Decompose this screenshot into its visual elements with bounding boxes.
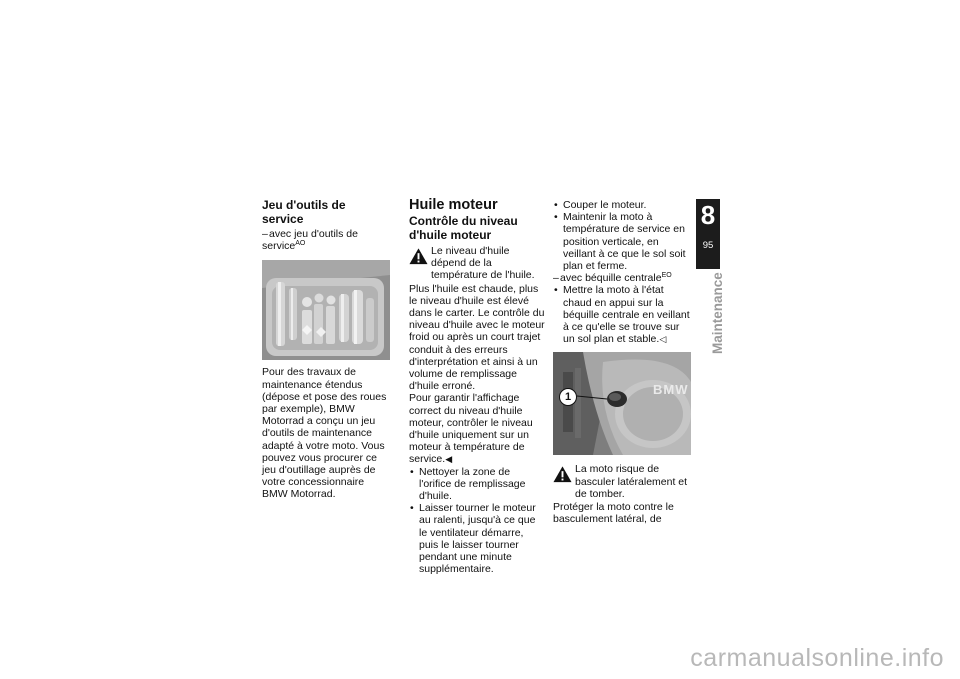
watermark: carmanualsonline.info <box>690 644 944 672</box>
section-title-engine-oil: Huile moteur <box>409 197 498 213</box>
engine-logo-text: BMW <box>653 382 689 398</box>
warning-triangle-icon <box>553 465 572 483</box>
tool-kit-illustration <box>262 260 390 360</box>
column-engine-oil <box>409 197 545 575</box>
list-item: • Maintenir la moto à température de service en position verticale, en veillant à ce que le sol soit plan et ferme. <box>554 211 686 273</box>
page-number: 95 <box>702 240 714 251</box>
oil-level-paragraph-1: Plus l'huile est chaude, plus le niveau d'huile est élevé dans le carter. Le contrôle du niveau d'huile avec le moteur froid ou après un court trajet conduit à des erreurs d'interprétation et ainsi à un volume de remplissage d'huile erroné. <box>409 282 545 393</box>
oil-steps-list <box>409 466 545 576</box>
list-item: • Mettre la moto à l'état chaud en appui sur la béquille centrale en veillant à ce qu'elle se trouve sur un sol plan et stable.◁ <box>554 284 690 346</box>
option-code: AO <box>295 240 306 248</box>
engine-steps-list <box>553 199 691 272</box>
stand-steps-list <box>553 284 691 345</box>
tipping-paragraph: Protéger la moto contre le basculement latéral, de <box>553 501 674 526</box>
list-item: • Laisser tourner le moteur au ralenti, jusqu'à ce que le ventilateur démarre, puis le laisser tourner pendant une minute supplémentaire. <box>410 502 536 576</box>
option-line-center-stand: –avec béquille centrale$^{EO}$ <box>553 272 672 285</box>
chapter-number: 8 <box>700 200 716 230</box>
option-line: –avec jeu d'outils de service$^{AO}$ <box>262 228 358 253</box>
column-oil-steps <box>553 199 691 525</box>
list-item: • Couper le moteur. <box>554 199 647 211</box>
chapter-title-vertical: Maintenance <box>710 272 725 354</box>
oil-level-paragraph-2: Pour garantir l'affichage correct du niveau d'huile moteur, contrôler le niveau d'huile uniquement sur un moteur à température de service.◀ <box>409 392 533 466</box>
chapter-tab <box>696 199 720 269</box>
end-mark-icon: ◀ <box>445 454 453 465</box>
section-title-tool-kit: Jeu d'outils de service <box>262 198 346 226</box>
list-item: • Nettoyer la zone de l'orifice de remplissage d'huile. <box>410 465 526 503</box>
figure-callout-1: 1 <box>559 388 577 406</box>
warning-triangle-icon <box>409 247 428 265</box>
warning-oil-temperature: Le niveau d'huile dépend de la température de l'huile. <box>409 245 545 282</box>
column-tool-kit <box>262 198 390 501</box>
subsection-title-oil-level: Contrôle du niveau d'huile moteur <box>409 214 518 242</box>
end-mark-icon: ◁ <box>659 334 667 345</box>
warning-tipping: La moto risque de basculer latéralement et de tomber. <box>553 463 691 500</box>
option-code: EO <box>661 272 672 280</box>
tool-kit-photo <box>262 260 390 360</box>
engine-photo <box>553 352 691 455</box>
tool-kit-description: Pour des travaux de maintenance étendus (dépose et pose des roues par exemple), BMW Motorrad a conçu un jeu d'outils de maintenance adapté à votre moto. Vous pouvez vous procurer ce jeu d'outillage auprès de votre concessionnaire BMW Motorrad. <box>262 366 387 501</box>
